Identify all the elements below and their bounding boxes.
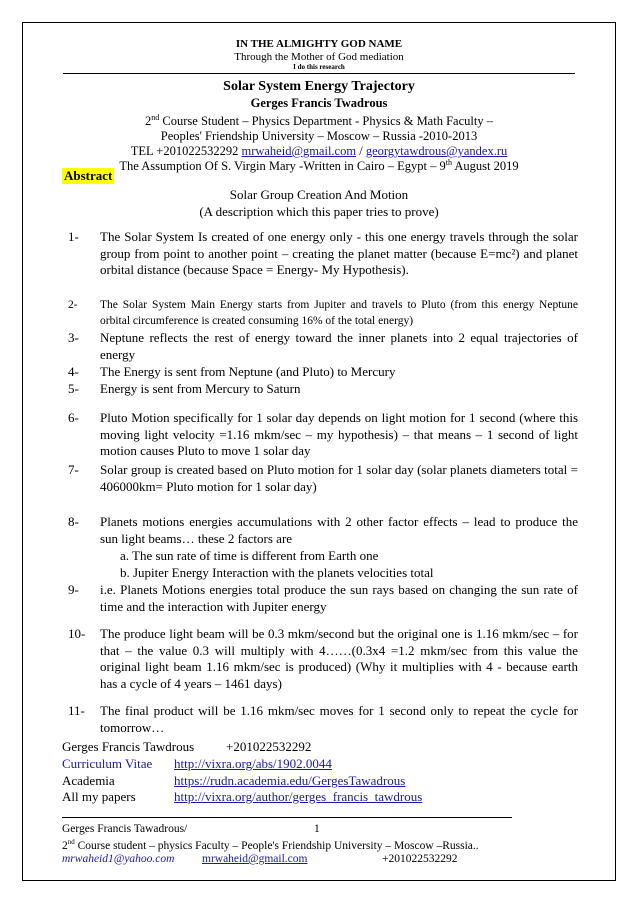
email-link-2[interactable]: georgytawdrous@yandex.ru (365, 144, 508, 158)
sub-item-b: b. Jupiter Energy Interaction with the planets velocities total (120, 565, 434, 580)
footer-line-1: Gerges Francis Tawadrous/ 1 (62, 823, 320, 835)
affiliation-line-1: 2nd Course Student – Physics Department - Physics & Math Faculty – (145, 113, 493, 129)
contact-papers-line: All my papers http://vixra.org/author/gerges_francis_tawdrous (62, 789, 423, 804)
header-line-2: Through the Mother of God mediation (234, 51, 404, 63)
abstract-heading: Abstract (64, 168, 113, 183)
list-item-4: 4- The Energy is sent from Neptune (and Pluto) to Mercury (68, 364, 396, 379)
list-item-5: 5- Energy is sent from Mercury to Saturn (68, 381, 301, 396)
footer-divider (62, 817, 512, 818)
footer-email-2[interactable]: mrwaheid@gmail.com (202, 853, 308, 865)
academia-link[interactable]: https://rudn.academia.edu/GergesTawadrous (174, 773, 406, 788)
list-item-10: 10- The produce light beam will be 0.3 mkm/second but the original one is 1.16 mkm/sec – for that – the value 0.3 will multiply with 4……(0.3x4 =1.2 mkm/sec from this value the original light beam 1.16 mkm/sec is produced) (Why it multiplies with 4 - because earth has a cycle of 4 years – 1461 days) (68, 626, 578, 691)
contact-cv-line: Curriculum Vitae http://vixra.org/abs/1902.0044 (62, 756, 332, 771)
contact-name-line: Gerges Francis Tawdrous +201022532292 (62, 739, 312, 754)
abstract-subtitle-1: Solar Group Creation And Motion (229, 187, 409, 202)
list-item-6: 6- Pluto Motion specifically for 1 solar day depends on light motion for 1 second (where this moving light velocity =1.16 mkm/sec – my hypothesis) – that means – 1 second of light motion causes Pluto to move 1 solar day (68, 410, 578, 458)
header-line-3: I do this research (293, 63, 345, 71)
footer-email-1[interactable]: mrwaheid1@yahoo.com (62, 853, 175, 865)
list-item-1: 1- The Solar System Is created of one energy only - this one energy travels through the solar group from point to another point – creating the planet matter (because E=mc²) and planet orbital distance (because Space = Energy- My Hypothesis). (68, 229, 578, 277)
affiliation-line-4: The Assumption Of S. Virgin Mary -Written in Cairo – Egypt – 9th August 2019 (119, 158, 519, 174)
list-item-9: 9- i.e. Planets Motions energies total produce the sun rays based on changing the sun rate of time and the interaction with Jupiter energy (68, 582, 578, 614)
email-link-1[interactable]: mrwaheid@gmail.com (241, 144, 357, 158)
list-item-7: 7- Solar group is created based on Pluto motion for 1 solar day (solar planets diameters total = 406000km= Pluto motion for 1 solar day) (68, 462, 578, 494)
contact-academia-line: Academia https://rudn.academia.edu/GergesTawadrous (62, 773, 406, 788)
list-item-11: 11- The final product will be 1.16 mkm/sec moves for 1 second only to repeat the cycle for tomorrow… (68, 703, 578, 735)
list-item-8: 8- Planets motions energies accumulations with 2 other factor effects – lead to produce the sun light beams… these 2 factors are (68, 514, 578, 546)
affiliation-line-2: Peoples' Friendship University – Moscow – Russia -2010-2013 (160, 129, 478, 143)
paper-title: Solar System Energy Trajectory (223, 79, 415, 94)
footer-line-3: mrwaheid1@yahoo.com mrwaheid@gmail.com +201022532292 (62, 853, 458, 865)
list-item-2: 2- The Solar System Main Energy starts from Jupiter and travels to Pluto (from this energy Neptune orbital circumference is created consuming 16% of the total energy) (68, 299, 578, 327)
papers-link[interactable]: http://vixra.org/author/gerges_francis_tawdrous (174, 789, 423, 804)
abstract-subtitle-2: (A description which this paper tries to prove) (199, 204, 439, 219)
footer-line-2: 2nd Course student – physics Faculty – People's Friendship University – Moscow –Russia.. (62, 838, 479, 852)
list-item-3: 3- Neptune reflects the rest of energy toward the inner planets into 2 equal trajectories of energy (68, 330, 578, 362)
page-number: 1 (314, 823, 320, 835)
sub-item-a: a. The sun rate of time is different from Earth one (120, 548, 379, 563)
affiliation-line-3: TEL +201022532292 mrwaheid@gmail.com / georgytawdrous@yandex.ru (130, 144, 508, 158)
cv-link[interactable]: http://vixra.org/abs/1902.0044 (174, 756, 332, 771)
header-line-1: IN THE ALMIGHTY GOD NAME (235, 38, 403, 50)
header-divider (63, 73, 575, 74)
author-name: Gerges Francis Twadrous (250, 96, 388, 110)
